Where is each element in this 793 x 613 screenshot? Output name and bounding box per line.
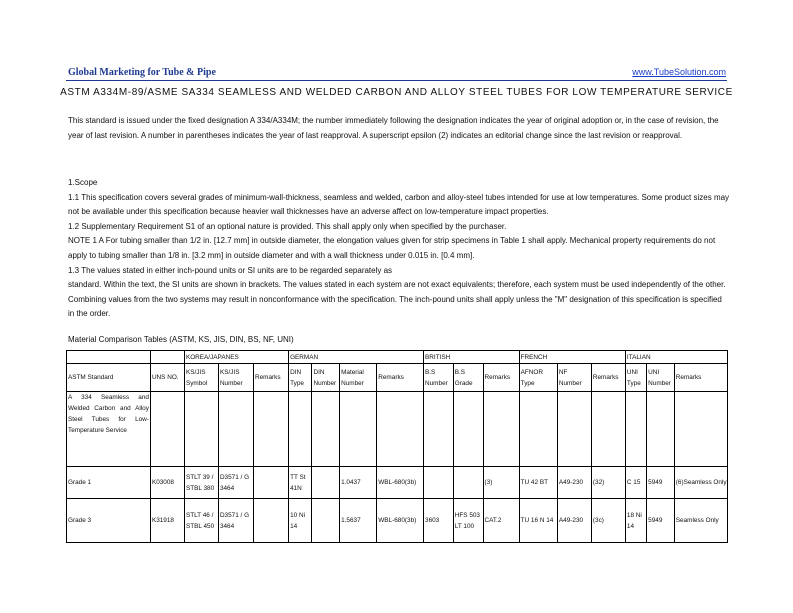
cell-afnor-type: TU 42 BT (519, 467, 557, 499)
header-din-number: DIN Number (312, 364, 340, 392)
cell-din-type: 10 Ni 14 (289, 499, 312, 543)
scope-heading: 1.Scope (68, 178, 98, 187)
header-kj-remarks: Remarks (254, 364, 289, 392)
cell-material-number: 1.0437 (340, 467, 377, 499)
table-cell (625, 392, 646, 467)
scope-paragraph-1: 1.1 This specification covers several grades of minimum-wall-thickness, seamless and welded, carbon and alloy-steel tubes intended for use at low temperatures. Some product sizes may not be available under this specification because heavier wall thicknesses have an adverse affect on low-temperature impact properties. (68, 192, 730, 217)
table-group-row (67, 351, 728, 364)
table-description-row (67, 392, 728, 467)
cell-uns: K03008 (150, 467, 184, 499)
cell-de-remarks: WBL-680(3b) (377, 467, 424, 499)
cell-uns: K31918 (150, 499, 184, 543)
header-fr-remarks: Remarks (591, 364, 625, 392)
cell-uni-type: 18 Ni 14 (625, 499, 646, 543)
scope-paragraph-2: 1.2 Supplementary Requirement S1 of an optional nature is provided. This shall apply only when specified by the purchaser. (68, 221, 507, 231)
table-cell (312, 392, 340, 467)
cell-ks-jis-symbol: STLT 46 / STBL 450 (184, 499, 218, 543)
cell-din-number (312, 467, 340, 499)
table-header-row (67, 364, 728, 392)
table-title: Material Comparison Tables (ASTM, KS, JIS, DIN, BS, NF, UNI) (68, 335, 294, 344)
group-korea-japan: KOREA/JAPANES (184, 351, 288, 364)
header-ks-jis-number: KS/JIS Number (218, 364, 253, 392)
header-bs-number: B.S Number (424, 364, 454, 392)
header-bs-grade: B.S Grade (453, 364, 483, 392)
website-link[interactable]: www.TubeSolution.com (632, 67, 726, 77)
scope-section (68, 176, 730, 322)
cell-kj-remarks (254, 467, 289, 499)
table-cell (340, 392, 377, 467)
cell-de-remarks: WBL-680(3b) (377, 499, 424, 543)
table-cell (254, 392, 289, 467)
header-afnor-type: AFNOR Type (519, 364, 557, 392)
table-cell (218, 392, 253, 467)
group-italian: ITALIAN (625, 351, 727, 364)
table-row (67, 467, 728, 499)
cell-kj-remarks (254, 499, 289, 543)
cell-it-remarks: Seamless Only (674, 499, 727, 543)
group-german: GERMAN (289, 351, 424, 364)
group-british: BRITISH (424, 351, 520, 364)
cell-fr-remarks: (32) (591, 467, 625, 499)
company-name: Global Marketing for Tube & Pipe (68, 67, 216, 78)
header-uns-no: UNS NO. (150, 364, 184, 392)
table-cell (150, 351, 184, 364)
cell-ks-jis-number: D3571 / G 3464 (218, 499, 253, 543)
table-cell (377, 392, 424, 467)
header-de-remarks: Remarks (377, 364, 424, 392)
intro-paragraph: This standard is issued under the fixed designation A 334/A334M; the number immediately following the designation indicates the year of original adoption or, in the case of revision, the year of last revision. A number in parentheses indicates the year of last reapproval. A superscript epsilon (2) indicates an editorial change since the last revision or reapproval. (68, 116, 719, 140)
header-astm-standard: ASTM Standard (67, 364, 151, 392)
scope-paragraph-3: 1.3 The values stated in either inch-pound units or SI units are to be regarded separately as (68, 265, 393, 275)
standard-description: A 334 Seamless and Welded Carbon and Alloy Steel Tubes for Low-Temperature Service (67, 392, 151, 467)
cell-afnor-type: TU 16 N 14 (519, 499, 557, 543)
header-nf-number: NF Number (557, 364, 591, 392)
header-it-remarks: Remarks (674, 364, 727, 392)
cell-uni-type: C 15 (625, 467, 646, 499)
group-french: FRENCH (519, 351, 625, 364)
cell-uni-number: 5949 (647, 499, 675, 543)
table-cell (453, 392, 483, 467)
table-cell (150, 392, 184, 467)
table-cell (67, 351, 151, 364)
table-cell (184, 392, 218, 467)
cell-gb-remarks: (3) (483, 467, 519, 499)
cell-astm: Grade 3 (67, 499, 151, 543)
table-cell (647, 392, 675, 467)
cell-fr-remarks: (3c) (591, 499, 625, 543)
table-cell (483, 392, 519, 467)
cell-din-type: TT St 41N (289, 467, 312, 499)
cell-bs-number: 3603 (424, 499, 454, 543)
header-uni-type: UNI Type (625, 364, 646, 392)
cell-nf-number: A49-230 (557, 499, 591, 543)
header-gb-remarks: Remarks (483, 364, 519, 392)
cell-din-number (312, 499, 340, 543)
cell-gb-remarks: CAT.2 (483, 499, 519, 543)
header-ks-jis-symbol: KS/JIS Symbol (184, 364, 218, 392)
header-material-number: Material Number (340, 364, 377, 392)
table-cell (674, 392, 727, 467)
cell-bs-grade: HFS 503 LT 100 (453, 499, 483, 543)
cell-bs-number (424, 467, 454, 499)
table-cell (424, 392, 454, 467)
cell-it-remarks: (6)Seamless Only (674, 467, 727, 499)
cell-ks-jis-number: D3571 / G 3464 (218, 467, 253, 499)
header-divider (66, 80, 727, 81)
cell-uni-number: 5949 (647, 467, 675, 499)
scope-paragraph-4: standard. Within the text, the SI units are shown in brackets. The values stated in each system are not exact equivalents; therefore, each system must be used independently of the other. Combining values from the two systems may result in nonconformance with the specification. The inch-pound units shall apply unless the "M" designation of this specification is specified in the order. (68, 280, 726, 319)
header-uni-number: UNI Number (647, 364, 675, 392)
header-din-type: DIN Type (289, 364, 312, 392)
table-row (67, 499, 728, 543)
cell-material-number: 1.5637 (340, 499, 377, 543)
document-title: ASTM A334M-89/ASME SA334 SEAMLESS AND WELDED CARBON AND ALLOY STEEL TUBES FOR LOW TEMPERATURE SERVICE (60, 87, 733, 98)
cell-ks-jis-symbol: STLT 39 / STBL 380 (184, 467, 218, 499)
scope-note-1: NOTE 1 A For tubing smaller than 1/2 in. [12.7 mm] in outside diameter, the elongation values given for strip specimens in Table 1 shall apply. Mechanical property requirements do not apply to tubing smaller than 1/8 in. [3.2 mm] in outside diameter and with a wall thickness under 0.015 in. [0.4 mm]. (68, 236, 716, 260)
cell-nf-number: A49-230 (557, 467, 591, 499)
cell-astm: Grade 1 (67, 467, 151, 499)
table-cell (557, 392, 591, 467)
cell-bs-grade (453, 467, 483, 499)
table-cell (591, 392, 625, 467)
material-comparison-table (66, 350, 728, 543)
table-cell (519, 392, 557, 467)
table-cell (289, 392, 312, 467)
